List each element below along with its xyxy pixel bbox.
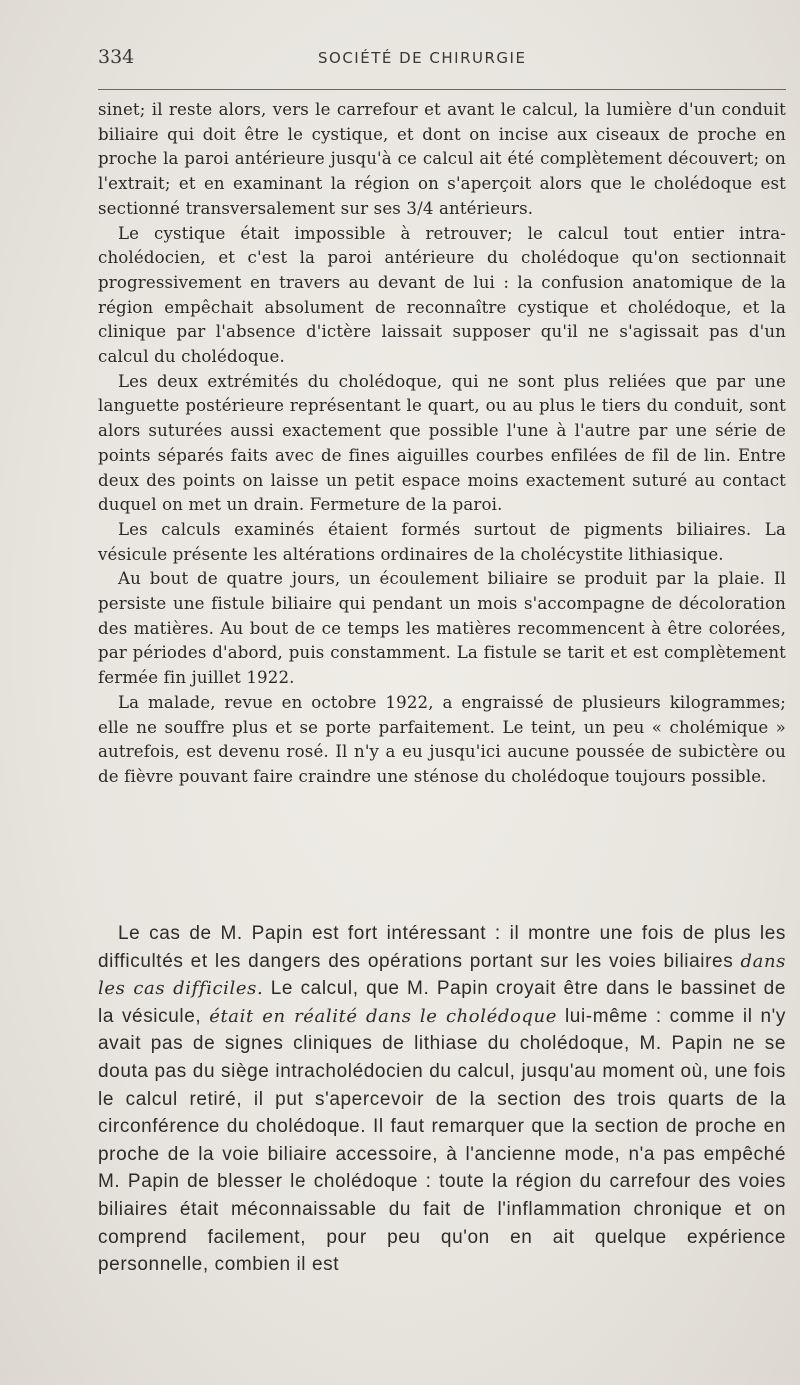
case-paragraph-3: Les deux extrémités du cholédoque, qui ne sont plus reliées que par une languette postérieure représentant le quart, ou au plus le tiers du conduit, sont alors suturées aussi exactement que possible l'une à l'autre par une série de points séparés faits avec de fines aiguilles courbes enfilées de fil de lin. Entre deux des points on laisse un petit espace moins exactement suturé au contact duquel on met un drain. Fermeture de la paroi. <box>98 371 786 515</box>
header-rule <box>98 89 786 90</box>
commentary <box>98 920 786 1279</box>
commentary-italic-2: était en réalité dans le cholédoque <box>209 1005 557 1027</box>
commentary-text-1: Le cas de M. Papin est fort intéressant : il montre une fois de plus les difficultés et les dangers des opérations portant sur les voies biliaires <box>98 923 786 972</box>
running-title: SOCIÉTÉ DE CHIRURGIE <box>318 49 527 67</box>
commentary-italic-1: dans les cas difficiles. <box>98 950 786 1000</box>
page-number: 334 <box>98 46 135 68</box>
case-paragraph-1: sinet; il reste alors, vers le carrefour et avant le calcul, la lumière d'un conduit biliaire qui doit être le cystique, et dont on incise aux ciseaux de proche en proche la paroi antérieure jusqu'à ce calcul ait été complètement découvert; on l'extrait; et en examinant la région on s'aperçoit alors que le cholédoque est sectionné transversalement sur ses 3/4 antérieurs. <box>98 100 786 218</box>
commentary-text-2: Le calcul, que M. Papin croyait être dans le bassinet de la vésicule, <box>98 978 787 1027</box>
case-paragraph-6: La malade, revue en octobre 1922, a engraissé de plusieurs kilogrammes; elle ne souffre plus et se porte parfaitement. Le teint, un peu « cholémique » autrefois, est devenu rosé. Il n'y a eu jusqu'ici aucune poussée de subictère ou de fièvre pouvant faire craindre une sténose du cholédoque toujours possible. <box>98 692 786 786</box>
commentary-paragraph <box>98 920 786 1279</box>
case-paragraph-4: Les calculs examinés étaient formés surtout de pigments biliaires. La vésicule présente les altérations ordinaires de la cholécystite lithiasique. <box>98 519 786 564</box>
page-header <box>98 46 788 72</box>
commentary-text-3: lui-même : comme il n'y avait pas de signes cliniques de lithiase du cholédoque, M. Papin ne se douta pas du siège intracholédocien du calcul, jusqu'au moment où, une fois le calcul retiré, il put s'apercevoir de la section des trois quarts de la circonférence du cholédoque. Il faut remarquer que la section de proche en proche de la voie biliaire accessoire, à l'ancienne mode, n'a pas empêché M. Papin de blesser le cholédoque : toute la région du carrefour des voies biliaires était méconnaissable du fait de l'inflammation chronique et on comprend facilement, pour peu qu'on en ait quelque expérience personnelle, combien il est <box>98 1005 786 1276</box>
case-paragraph-5: Au bout de quatre jours, un écoulement biliaire se produit par la plaie. Il persiste une fistule biliaire qui pendant un mois s'accompagne de décoloration des matières. Au bout de ce temps les matières recommencent à être colorées, par périodes d'abord, puis constamment. La fistule se tarit et est complètement fermée fin juillet 1922. <box>98 569 786 688</box>
case-paragraph-2: Le cystique était impossible à retrouver; le calcul tout entier intra-cholédocien, et c'est la paroi antérieure du cholédoque qu'on sectionnait progressivement en travers au devant de lui : la confusion anatomique de la région empêchait absolument de reconnaître cystique et cholédoque, et la clinique par l'absence d'ictère laissait supposer qu'il ne s'agissait pas d'un calcul du cholédoque. <box>98 223 786 367</box>
case-report <box>98 98 786 790</box>
